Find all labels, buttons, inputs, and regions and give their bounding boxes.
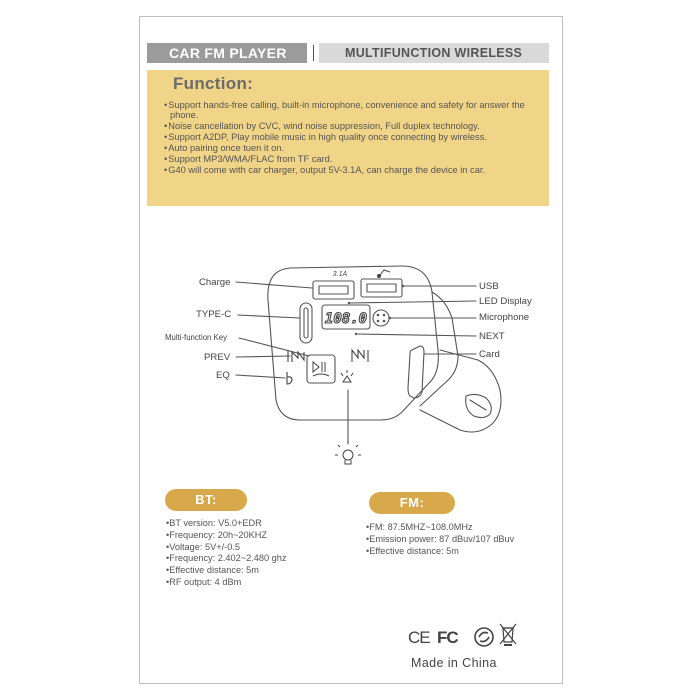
function-item: • Auto pairing once tuen it on. bbox=[164, 144, 544, 154]
label-next: NEXT bbox=[479, 331, 505, 342]
function-item: • Support MP3/WMA/FLAC from TF card. bbox=[164, 155, 544, 165]
fc-mark: FC bbox=[437, 628, 458, 647]
ce-mark: CE bbox=[408, 628, 430, 647]
weee-bin-icon bbox=[500, 624, 516, 645]
fm-spec-item: • Emission power: 87 dBuv/107 dBuv bbox=[366, 534, 514, 546]
certification-marks bbox=[408, 620, 528, 650]
bt-spec-list bbox=[166, 518, 286, 589]
bt-spec-item: • Voltage: 5V+/-0.5 bbox=[166, 542, 286, 554]
header-left-title: CAR FM PLAYER bbox=[169, 45, 287, 61]
header-right-title: MULTIFUNCTION WIRELESS bbox=[345, 46, 523, 60]
play-pause-icon bbox=[313, 362, 329, 376]
label-type-c: TYPE-C bbox=[196, 309, 232, 320]
label-usb: USB bbox=[479, 281, 499, 292]
fm-spec-item: • FM: 87.5MHZ~108.0MHz bbox=[366, 522, 514, 534]
function-item: • Support hands-free calling, built-in microphone, convenience and safety for answer the phone. bbox=[164, 101, 544, 120]
label-prev: PREV bbox=[204, 352, 231, 363]
card-slot bbox=[408, 346, 424, 398]
function-item: • Support A2DP, Play mobile music in high quality once connecting by wireless. bbox=[164, 133, 544, 143]
music-note-icon bbox=[378, 270, 391, 278]
bt-spec-item: • Frequency: 2.402~2.480 ghz bbox=[166, 553, 286, 565]
display-digits: 108.0 bbox=[324, 311, 368, 327]
microphone-grille bbox=[373, 310, 389, 326]
made-in-label: Made in China bbox=[411, 656, 497, 670]
label-multi-function-key: Multi-function Key bbox=[165, 333, 227, 342]
multi-function-key bbox=[307, 355, 335, 383]
label-microphone: Microphone bbox=[479, 312, 530, 323]
skip-forward-icon bbox=[352, 350, 368, 362]
device-back-edge bbox=[420, 292, 458, 406]
bt-spec-item: • Frequency: 20h~20KHZ bbox=[166, 530, 286, 542]
bt-spec-item: • RF output: 4 dBm bbox=[166, 577, 286, 589]
recycle-icon bbox=[475, 628, 493, 646]
bt-spec-item: • Effective distance: 5m bbox=[166, 565, 286, 577]
fm-spec-item: • Effective distance: 5m bbox=[366, 546, 514, 558]
function-title: Function: bbox=[173, 74, 254, 93]
label-card: Card bbox=[479, 349, 500, 360]
function-item: • Noise cancellation by CVC, wind noise suppression, Full duplex technology. bbox=[164, 122, 544, 132]
label-charge: Charge bbox=[199, 277, 231, 288]
fm-spec-list bbox=[366, 522, 514, 557]
bluetooth-icon bbox=[287, 372, 292, 384]
label-led-display: LED Display bbox=[479, 296, 532, 307]
plug-tip bbox=[466, 394, 492, 417]
bt-title-pill: BT: bbox=[165, 489, 247, 511]
label-eq: EQ bbox=[216, 370, 230, 381]
type-c-port bbox=[300, 303, 312, 343]
fm-title-pill: FM: bbox=[369, 492, 455, 514]
function-item: • G40 will come with car charger, output 5V-3.1A, can charge the device in car. bbox=[164, 166, 544, 176]
mic-holes bbox=[377, 314, 386, 323]
bt-spec-item: • BT version: V5.0+EDR bbox=[166, 518, 286, 530]
light-mark bbox=[341, 370, 353, 382]
plug-barrel bbox=[420, 350, 501, 432]
port-current-label: 3.1A bbox=[332, 271, 348, 278]
